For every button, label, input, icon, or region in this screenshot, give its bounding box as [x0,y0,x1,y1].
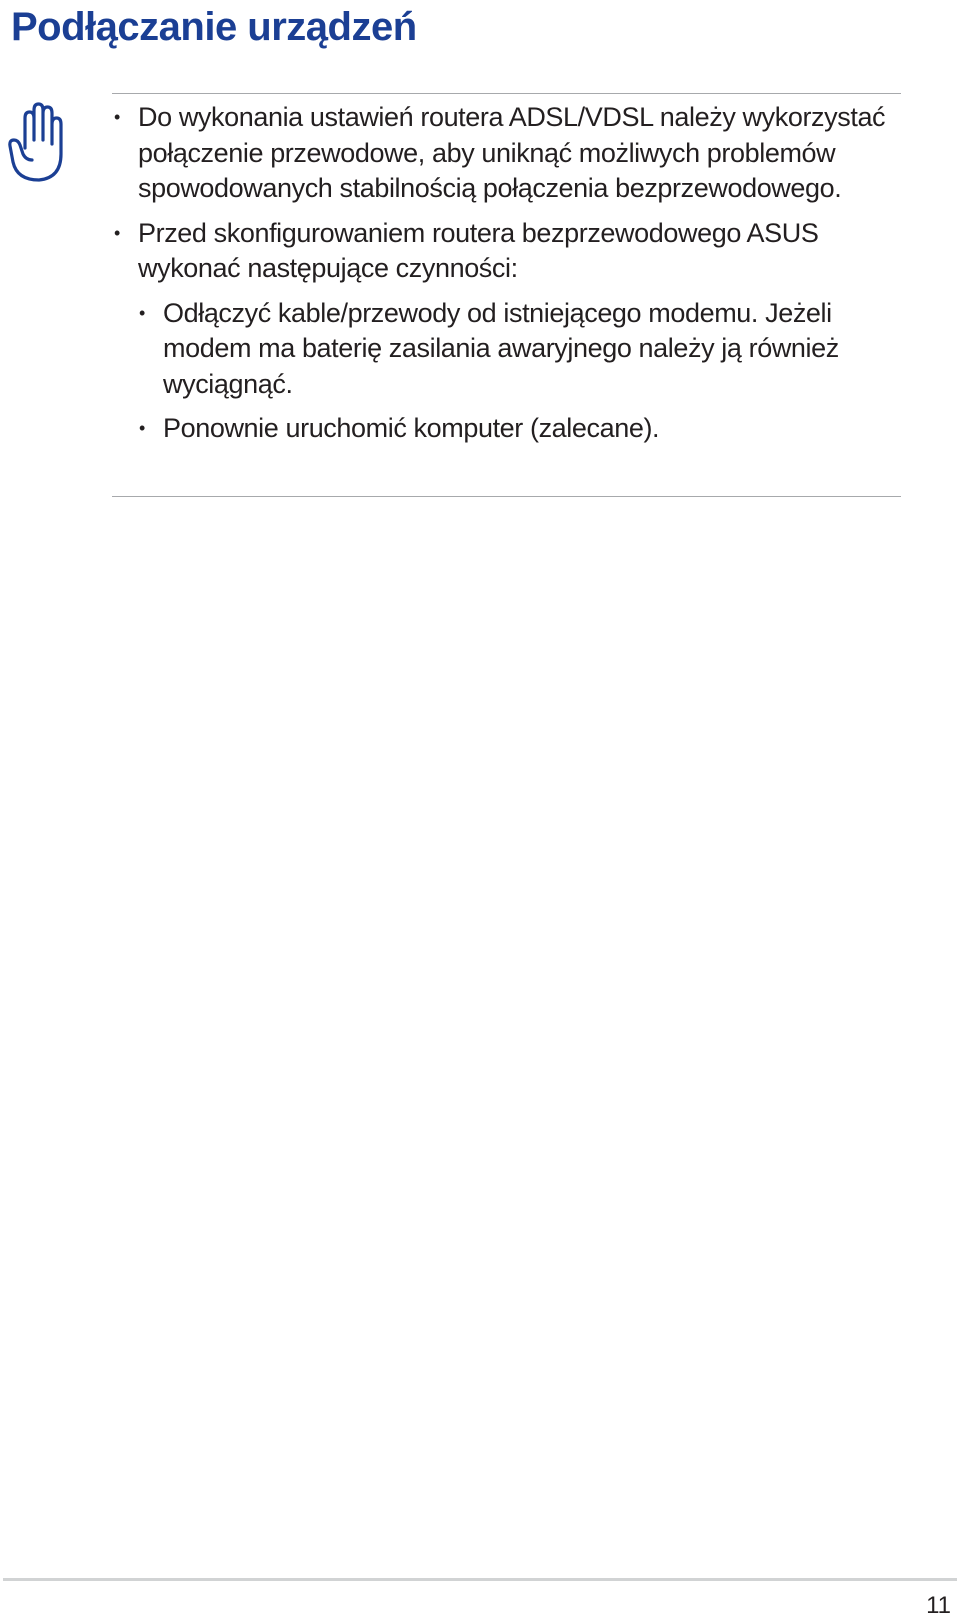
list-item: • Do wykonania ustawień routera ADSL/VDSL należy wykorzystać połączenie przewodowe, aby uniknąć możliwych problemów spowodowanych stabilnością połączenia bezprzewodowego. [138,100,898,207]
list-item [138,216,898,447]
list-item-text: Przed skonfigurowaniem routera bezprzewodowego ASUS wykonać następujące czynności: [138,217,819,283]
sub-list-item: • Odłączyć kable/przewody od istniejącego modemu. Jeżeli modem ma baterię zasilania awaryjnego należy ją również wyciągnąć. [163,296,903,403]
page-title: Podłączanie urządzeń [11,5,417,49]
sub-list-item: • Ponownie uruchomić komputer (zalecane). [163,411,903,447]
page-number: 11 [926,1592,951,1619]
footer-divider [3,1578,957,1581]
sub-list [163,296,903,447]
note-list [138,100,898,447]
hand-stop-icon [8,102,68,184]
